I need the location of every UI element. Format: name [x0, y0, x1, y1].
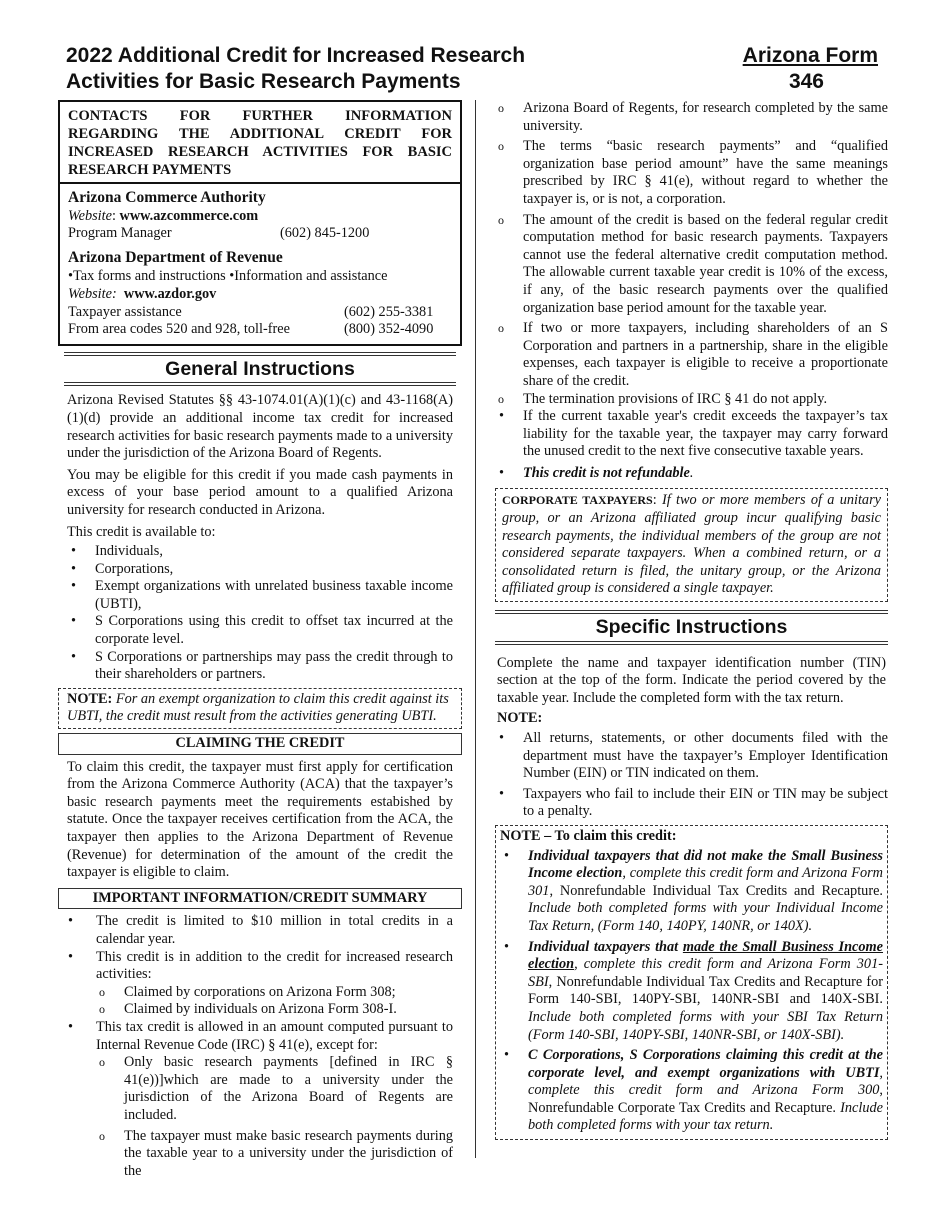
list-item: • S Corporations using this credit to offset tax incurred at the corporate level. [67, 613, 453, 648]
contacts-body [60, 184, 460, 344]
tollfree-phone: (800) 352-4090 [344, 321, 434, 338]
sub-list-item: o Claimed by corporations on Arizona Form 308; [96, 984, 453, 1002]
aca-name: Arizona Commerce Authority [68, 189, 266, 206]
list-item: • This credit is in addition to the credit for increased research activities: o Claimed by corporations on Arizona Form 308; o Claimed by individuals on Arizona Form 308-I. [58, 949, 453, 1019]
claim-credit-note-label: NOTE – To claim this credit: [500, 827, 677, 844]
form-number: 346 [788, 70, 824, 93]
general-instructions [58, 392, 462, 684]
corporate-taxpayers-note: CORPORATE TAXPAYERS: If two or more members of a unitary group, or an Arizona affiliated group incur qualifying basic research payments, the individual members of the group are not considered separate taxpayers. When a combined return, or a consolidated return is filed, the unitary group, or the Arizona affiliated group is considered a single taxpayer. [495, 488, 888, 602]
taxpayer-assistance-phone: (602) 255-3381 [344, 303, 434, 320]
dor-website-line: Website: www.azdor.gov [68, 285, 217, 302]
credit-summary-heading: IMPORTANT INFORMATION/CREDIT SUMMARY [58, 888, 462, 910]
sub-list [96, 984, 453, 1019]
specific-p1: Complete the name and taxpayer identification number (TIN) section at the top of the form. Indicate the period covered by the taxable year. Include the completed form with the tax return. [497, 654, 886, 706]
specific-instructions-heading: Specific Instructions [495, 610, 888, 645]
sub-list-item: o If two or more taxpayers, including shareholders of an S Corporation and partners in a partnership, share in the eligible expenses, each taxpayer is eligible to receive a proportionate share of the credit. [495, 320, 888, 390]
list-item: • Exempt organizations with unrelated business taxable income (UBTI), [67, 578, 453, 613]
list-item: • All returns, statements, or other documents filed with the department must have the taxpayer’s Employer Identification Number (EIN) or TIN indicated on them. [495, 730, 888, 783]
sub-list-item-continued: o Arizona Board of Regents, for research completed by the same university. [495, 100, 888, 135]
form-name: Arizona Form [742, 44, 878, 67]
list-item: • Individual taxpayers that made the Small Business Income election, complete this credit form and Arizona Form 301-SBI, Nonrefundable Individual Tax Credits and Recapture for Form 140-SBI, 140PY-SBI, 140NR-SBI and 140X-SBI. Include both completed forms with your SBI Tax Return (Form 140-SBI, 140PY-SBI, 140NR-SBI, or 140X-SBI). [500, 939, 883, 1045]
sub-list-item: o Only basic research payments [defined in IRC § 41(e))]which are made to a university under the jurisdiction of the Arizona Board of Regents are included. [96, 1054, 453, 1124]
sub-list-item: o The terms “basic research payments” and “qualified organization base period amount” have the same meanings prescribed by IRC § 41(e), without regard to whether the taxpayer is, or is not, a corporation. [495, 138, 888, 208]
list-item: • Individual taxpayers that did not make the Small Business Income election, complete this credit form and Arizona Form 301, Nonrefundable Individual Tax Credits and Recapture. Include both completed forms with your Individual Income Tax Return, (Form 140, 140PY, 140NR, or 140X). [500, 848, 883, 936]
list-item: • Individuals, [67, 543, 453, 561]
list-item: • This tax credit is allowed in an amount computed pursuant to Internal Revenue Code (IRC) § 41(e), except for: o Only basic research payments [defined in IRC § 41(e))]which are made to a university under the jurisdiction of the Arizona Board of Regents are included. o The taxpayer must make basic research payments during the taxable year to a university under the jurisdiction of the [58, 1019, 453, 1180]
list-item: • This credit is not refundable. [495, 465, 888, 483]
dor-name: Arizona Department of Revenue [68, 248, 283, 266]
credit-summary-list-continued [495, 408, 888, 482]
column-divider [475, 100, 476, 1158]
claim-credit-list [500, 848, 883, 1136]
aca-website-link[interactable]: www.azcommerce.com [119, 207, 259, 224]
specific-note-label: NOTE: [497, 710, 543, 727]
list-item: • C Corporations, S Corporations claiming this credit at the corporate level, and exempt organizations with UBTI, complete this credit form and Arizona Form 300, Nonrefundable Corporate Tax Credits and Recapture. Include both completed forms with your tax return. [500, 1047, 883, 1135]
dor-services: •Tax forms and instructions •Information and assistance [68, 268, 388, 285]
general-instructions-heading: General Instructions [64, 352, 456, 387]
program-manager-phone: (602) 845-1200 [280, 225, 370, 242]
sub-list [96, 1054, 453, 1180]
website-label: Website [68, 207, 112, 224]
right-column [495, 100, 888, 1140]
claiming-credit-text: To claim this credit, the taxpayer must first apply for certification from the Arizona Commerce Authority (ACA) that the taxpayer’s basic research payments meet the requirements estabished by statute. Once the taxpayer receives certification from the ACA, the taxpayer then applies to the Arizona Department of Revenue (Revenue) for determination of the amount of the credit the taxpayer is eligible to claim. [67, 758, 453, 881]
list-item: • Taxpayers who fail to include their EIN or TIN may be subject to a penalty. [495, 786, 888, 821]
list-item: • Corporations, [67, 561, 453, 579]
tollfree-row: From area codes 520 and 928, toll-free (800) 352-4090 [68, 321, 452, 339]
sub-list-item: o The termination provisions of IRC § 41 do not apply. [495, 391, 888, 409]
claim-credit-note [495, 825, 888, 1140]
sub-list-continued [495, 100, 888, 408]
taxpayer-assistance-row: Taxpayer assistance (602) 255-3381 [68, 304, 452, 322]
sub-list-item: o The amount of the credit is based on the federal regular credit computation method for basic research payments. Taxpayers cannot use the federal alternative credit computation method. The allowable current taxable year credit is 10% of the excess, if any, of the basic research payments over the qualified organization base period amount for the taxable year. [495, 212, 888, 318]
tin-note-list [495, 730, 888, 821]
list-item: • S Corporations or partnerships may pass the credit through to their shareholders or partners. [67, 649, 453, 684]
list-item: • The credit is limited to $10 million in total credits in a calendar year. [58, 913, 453, 948]
eligible-list [67, 543, 453, 684]
general-p1: Arizona Revised Statutes §§ 43-1074.01(A)(1)(c) and 43-1168(A)(1)(d) provide an additional income tax credit for increased research activities for basic research payments made to a university under the jurisdiction of the Arizona Board of Regents. [67, 392, 453, 462]
left-column [58, 100, 462, 1182]
contacts-box [58, 100, 462, 346]
form-title-line-2: Activities for Basic Research Payments [66, 70, 461, 93]
sub-list-item: o Claimed by individuals on Arizona Form 308-I. [96, 1001, 453, 1019]
credit-summary-list [58, 913, 462, 1180]
dor-website-link[interactable]: www.azdor.gov [123, 285, 217, 302]
program-manager-row: Program Manager (602) 845-1200 [68, 225, 452, 243]
list-item: • If the current taxable year's credit exceeds the taxpayer’s tax liability for the taxable year, the taxpayer may carry forward the unused credit to the next five consecutive taxable years. [495, 408, 888, 461]
form-title-line-1: 2022 Additional Credit for Increased Research [66, 44, 526, 67]
claiming-credit-heading: CLAIMING THE CREDIT [58, 733, 462, 755]
general-p3: This credit is available to: [67, 523, 216, 540]
exempt-org-note: NOTE: For an exempt organization to claim this credit against its UBTI, the credit must result from the activities generating UBTI. [58, 688, 462, 729]
sub-list-item: o The taxpayer must make basic research payments during the taxable year to a university under the jurisdiction of the [96, 1128, 453, 1181]
contacts-title: CONTACTS FOR FURTHER INFORMATION REGARDING THE ADDITIONAL CREDIT FOR INCREASED RESEARCH ACTIVITIES FOR BASIC RESEARCH PAYMENTS [60, 102, 460, 184]
general-p2: You may be eligible for this credit if you made cash payments in excess of your base period amount to a qualified Arizona university for research conducted in Arizona. [67, 466, 453, 518]
aca-website-line: Website: www.azcommerce.com [68, 207, 259, 224]
